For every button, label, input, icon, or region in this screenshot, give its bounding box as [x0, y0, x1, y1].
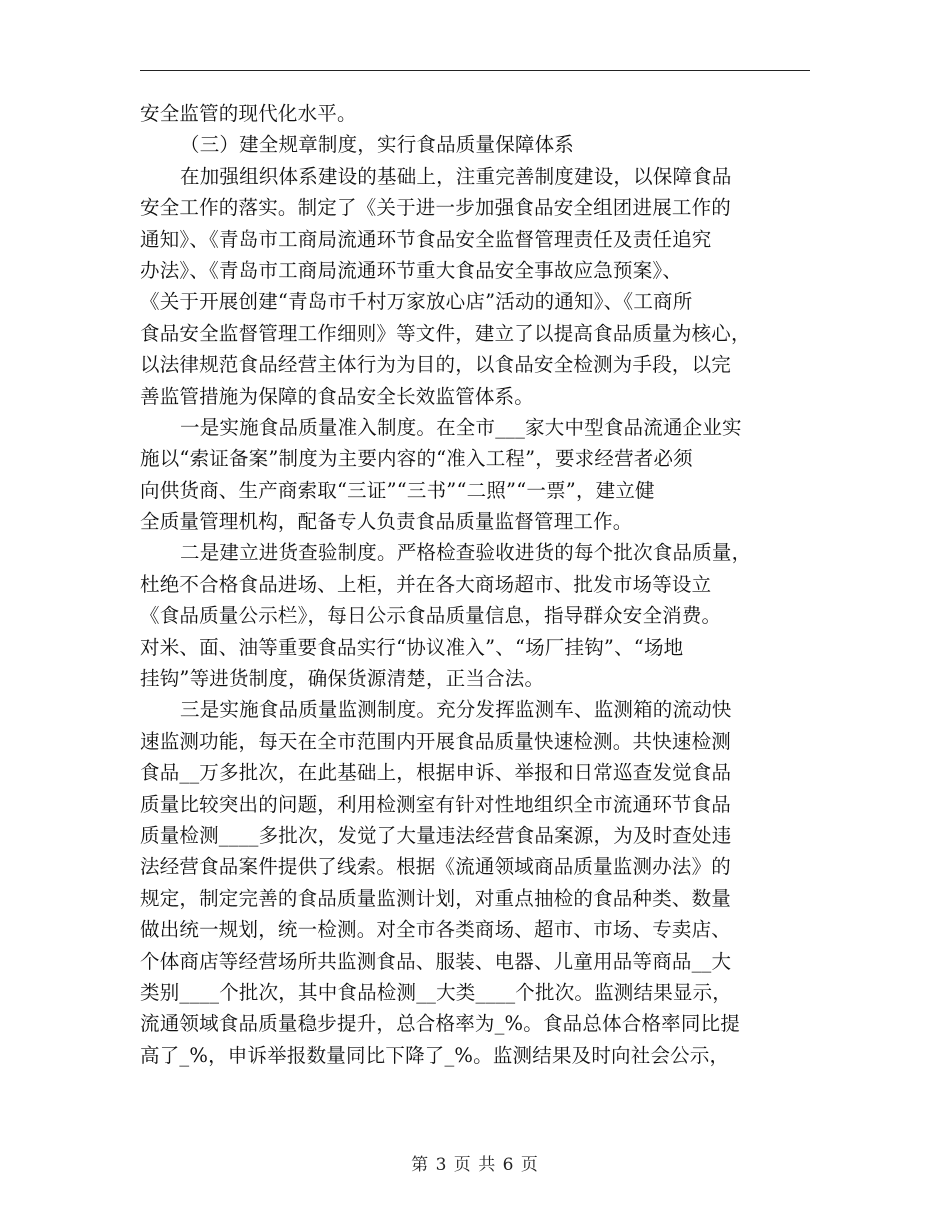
- text-line: 挂钩”等进货制度，确保货源清楚，正当合法。: [140, 667, 545, 691]
- text-line: 办法》、《青岛市工商局流通环节重大食品安全事故应急预案》、: [140, 258, 683, 282]
- text-line: 食品安全监督管理工作细则》等文件，建立了以提高食品质量为核心，: [140, 321, 751, 345]
- text-line: 在加强组织体系建设的基础上，注重完善制度建设，以保障食品: [180, 164, 732, 188]
- header-rule: [140, 70, 810, 71]
- text-line: 安全监管的现代化水平。: [140, 102, 357, 125]
- text-line: 《食品质量公示栏》，每日公示食品质量信息，指导群众安全消费。: [140, 604, 722, 628]
- text-line: 以法律规范食品经营主体行为为目的，以食品安全检测为手段，以完: [140, 353, 732, 377]
- text-line: 一是实施食品质量准入制度。在全市___家大中型食品流通企业实: [180, 415, 742, 439]
- text-line: 全质量管理机构，配备专人负责食品质量监督管理工作。: [140, 510, 633, 534]
- text-line: 二是建立进货查验制度。严格检查验收进货的每个批次食品质量，: [180, 541, 752, 565]
- text-line: 施以“索证备案”制度为主要内容的“准入工程”，要求经营者必须: [140, 447, 693, 471]
- text-line: 善监管措施为保障的食品安全长效监管体系。: [140, 384, 535, 408]
- text-line: 杜绝不合格食品进场、上柜，并在各大商场超市、批发市场等设立: [140, 572, 712, 596]
- text-line: 类别____个批次，其中食品检测__大类____个批次。监测结果显示，: [140, 980, 733, 1004]
- text-line: 向供货商、生产商索取“三证”“三书”“二照”“一票”，建立健: [140, 478, 655, 502]
- text-line: 《关于开展创建“青岛市千村万家放心店”活动的通知》、《工商所: [140, 290, 693, 314]
- text-line: 流通领域食品质量稳步提升，总合格率为_%。食品总体合格率同比提: [140, 1012, 740, 1036]
- text-line: 食品__万多批次，在此基础上，根据申诉、举报和日常巡查发觉食品: [140, 761, 732, 785]
- text-line: （三）建全规章制度，实行食品质量保障体系: [180, 133, 575, 157]
- text-line: 通知》、《青岛市工商局流通环节食品安全监督管理责任及责任追究: [140, 227, 712, 251]
- text-line: 法经营食品案件提供了线索。根据《流通领域商品质量监测办法》的: [140, 855, 732, 879]
- text-line: 速监测功能，每天在全市范围内开展食品质量快速检测。共快速检测: [140, 729, 732, 753]
- page-footer: 第 3 页 共 6 页: [411, 1155, 539, 1175]
- text-line: 高了_%，申诉举报数量同比下降了_%。监测结果及时向社会公示，: [140, 1043, 730, 1067]
- text-line: 质量检测____多批次，发觉了大量违法经营食品案源，为及时查处违: [140, 823, 732, 847]
- text-line: 做出统一规划，统一检测。对全市各类商场、超市、市场、专卖店、: [140, 918, 732, 942]
- text-line: 对米、面、油等重要食品实行“协议准入”、“场厂挂钩”、“场地: [140, 635, 684, 659]
- document-body: [140, 98, 812, 1071]
- text-line: 个体商店等经营场所共监测食品、服装、电器、儿童用品等商品__大: [140, 949, 732, 973]
- text-line: 安全工作的落实。制定了《关于进一步加强食品安全组团进展工作的: [140, 196, 732, 220]
- text-line: 质量比较突出的问题，利用检测室有针对性地组织全市流通环节食品: [140, 792, 732, 816]
- text-line: 三是实施食品质量监测制度。充分发挥监测车、监测箱的流动快: [180, 698, 732, 722]
- text-line: 规定，制定完善的食品质量监测计划，对重点抽检的食品种类、数量: [140, 886, 732, 910]
